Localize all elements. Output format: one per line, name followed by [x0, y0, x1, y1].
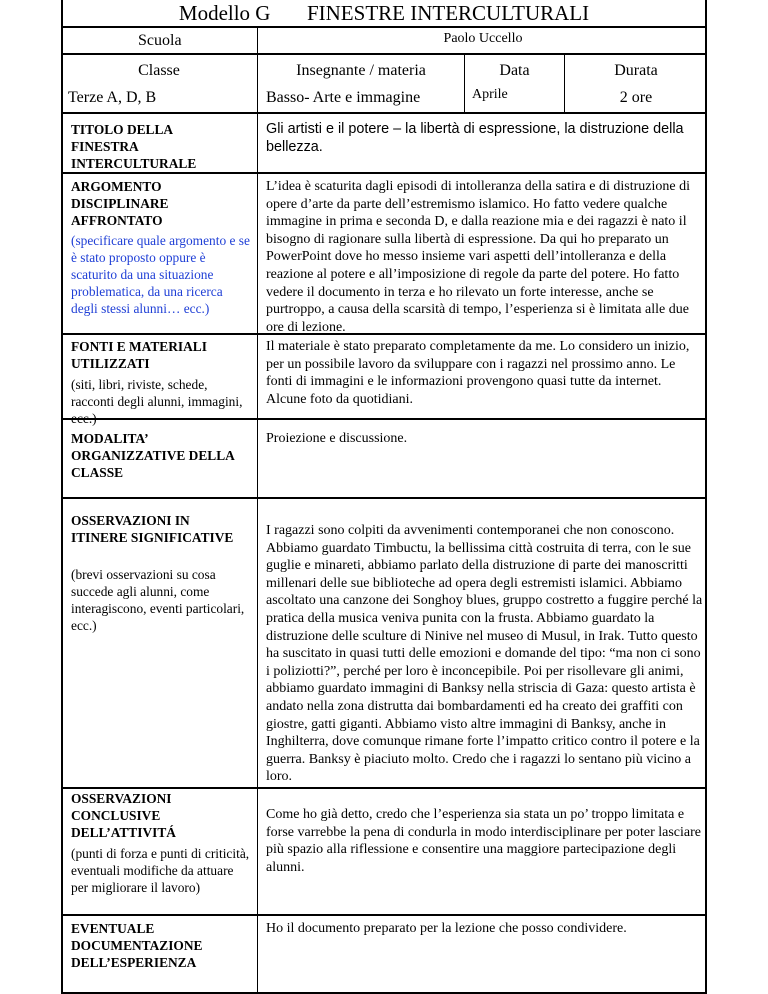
modalita-text: Proiezione e discussione.	[266, 431, 408, 446]
class-label: Classe	[138, 62, 180, 79]
modalita-label: MODALITA’ ORGANIZZATIVE DELLA CLASSE	[71, 431, 235, 480]
date-label: Data	[499, 62, 530, 79]
argomento-text: L’idea è scaturita dagli episodi di intolleranza della satira e di distruzione di opere d’arte da parte dell’estremismo islamico. Ho fatto vedere qualche immagine in prima e seconda D, e dalla reazione mia e dei ragazzi è nato il bisogno di ragionare sulla libertà di espressione. Da qui ho preparato un PowerPoint dove ho messo insieme vari aspetti dell’intolleranza e della reazione al potere e all’imposizione di regole da parte del potere. Ho fatto vedere il documento in terza e ho rilevato un forte interesse, anche se purtroppo, a causa della scarsità di tempo, l’esperienza si è limitata alle due ore di lezione.	[266, 179, 691, 335]
rule	[61, 172, 707, 174]
titolo-text: Gli artisti e il potere – la libertà di espressione, la distruzione della bellezza.	[266, 121, 684, 155]
rule	[61, 787, 707, 789]
argomento-label: ARGOMENTO DISCIPLINARE AFFRONTATO	[71, 179, 169, 228]
teacher-value: Basso- Arte e immagine	[266, 89, 421, 106]
argomento-note: (specificare quale argomento e se è stato proposto oppure è scaturito da una situazione problematica, da una ricerca degli stessi alunni… ecc.)	[71, 233, 250, 316]
conclusive-label: OSSERVAZIONI CONCLUSIVE DELL’ATTIVITÁ	[71, 791, 176, 840]
fonti-text: Il materiale è stato preparato completamente da me. Lo considero un inizio, per un possibile lavoro da sviluppare con i ragazzi nel prossimo anno. Le fonti di immagini e le informazioni provengono quasi tutte da internet. Alcune foto da quotidiani.	[266, 339, 690, 407]
rule	[61, 26, 707, 28]
duration-label: Durata	[614, 62, 658, 79]
conclusive-note: (punti di forza e punti di criticità, eventuali modifiche da attuare per migliorare il lavoro)	[71, 846, 250, 895]
itinere-text: I ragazzi sono colpiti da avvenimenti contemporanei che non conoscono. Abbiamo guardato Timbuctu, la bellissima città costruita di terra, con le sue guglie e minareti, abbiamo parlato della distruzione di parte dei manoscritti millenari delle sue biblioteche ad opera degli estremisti islamici. Abbiamo ascoltato una canzone dei Songhoy blues, gruppo costretto a fuggire perché la pratica della musica veniva punita con la frusta. Abbiamo guardato la distruzione delle sculture di Ninive nel museo di Musul, in Irak. Tutto questo ha suscitato in quasi tutti delle emozioni e domande del tipo: “ma non ci sono i poliziotti?”, perché per loro è inconcepibile. Poi per risollevare gli animi, abbiamo guardato immagini di Banksy nella striscia di Gaza: questo artista è andato nella zona distrutta dai bombardamenti ed ha creato dei graffiti con giostre, gatti giganti. Abbiamo visto altre immagini di Banksy, anche in Inghilterra, dove comunque rimane forte l’impatto critico contro il potere e la guerra. Banksy è piaciuto molto. Credo che i ragazzi lo sentano più vicino a loro.	[266, 523, 703, 785]
rule	[61, 112, 707, 114]
itinere-note: (brevi osservazioni su cosa succede agli alunni, come interagiscono, eventi particolari, ecc.)	[71, 567, 245, 633]
documentazione-text: Ho il documento preparato per la lezione che posso condividere.	[266, 921, 627, 936]
model-name: Modello G	[178, 1, 271, 25]
column-divider	[257, 26, 258, 992]
teacher-label: Insegnante / materia	[296, 62, 426, 79]
fonti-label: FONTI E MATERIALI UTILIZZATI	[71, 339, 207, 371]
date-value: Aprile	[472, 87, 508, 102]
itinere-label: OSSERVAZIONI IN ITINERE SIGNIFICATIVE	[71, 513, 234, 545]
rule	[61, 914, 707, 916]
titolo-label: TITOLO DELLA FINESTRA INTERCULTURALE	[71, 122, 197, 171]
fonti-note: (siti, libri, riviste, schede, racconti degli alunni, immagini, ecc.)	[71, 377, 243, 426]
form-title: FINESTRE INTERCULTURALI	[306, 1, 590, 25]
documentazione-label: EVENTUALE DOCUMENTAZIONE DELL’ESPERIENZA	[71, 921, 203, 970]
class-value: Terze A, D, B	[68, 89, 157, 106]
school-value: Paolo Uccello	[443, 31, 523, 46]
conclusive-text: Come ho già detto, credo che l’esperienza sia stata un po’ troppo limitata e forse varrebbe la pena di condurla in modo interdisciplinare per poter lasciare più spazio alla riflessione e consentire una maggiore partecipazione degli alunni.	[266, 807, 701, 875]
rule	[61, 497, 707, 499]
duration-value: 2 ore	[619, 89, 653, 106]
form-header	[61, 0, 707, 26]
rule	[61, 53, 707, 55]
school-label: Scuola	[138, 32, 182, 49]
